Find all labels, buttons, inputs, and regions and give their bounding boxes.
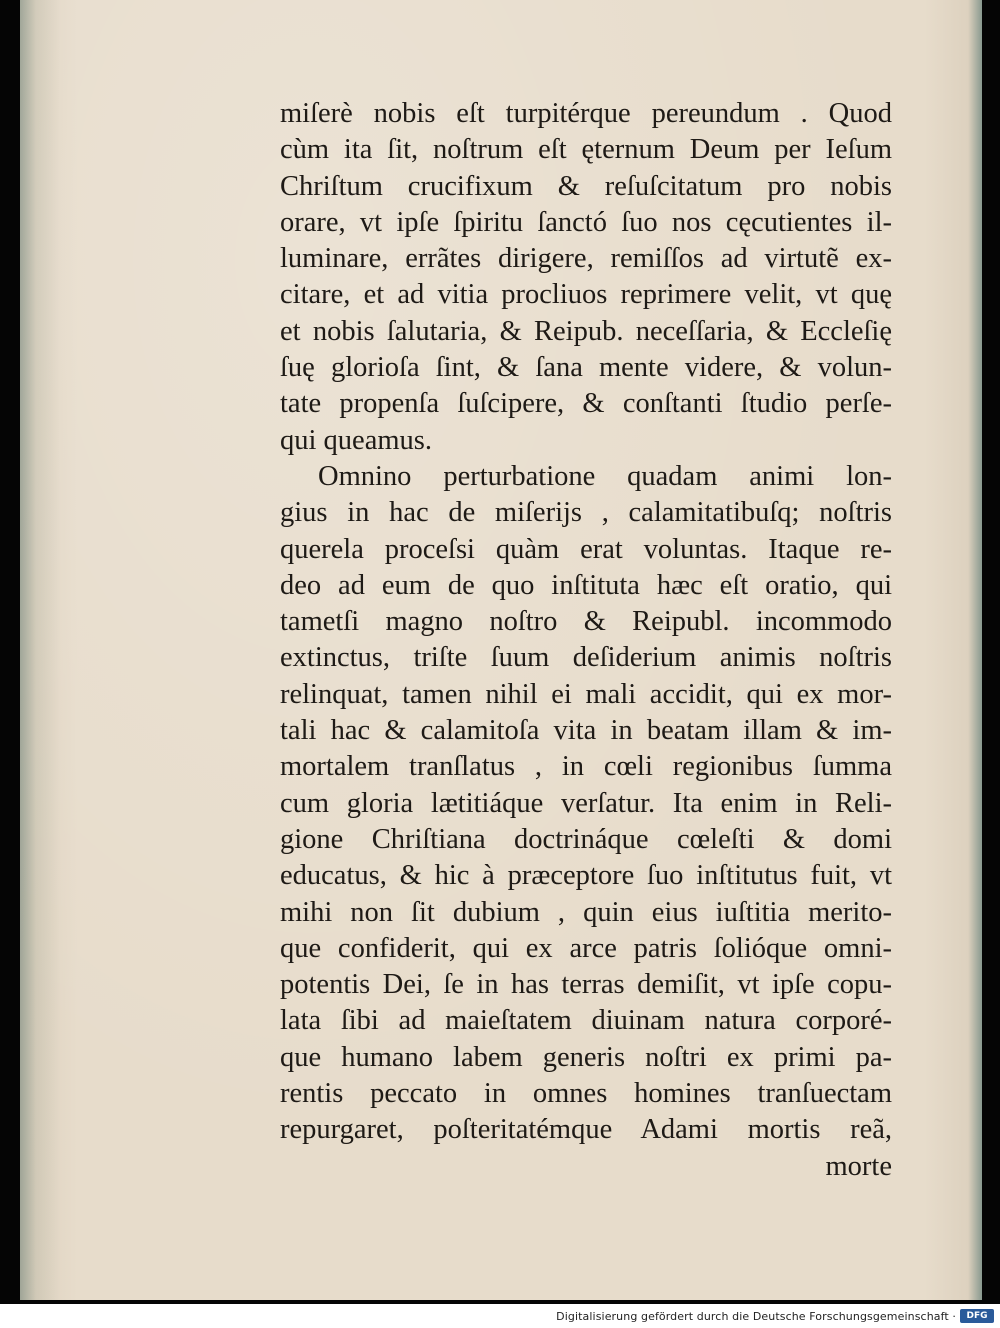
text-line: luminare, errãtes dirigere, remiſſos ad virtutẽ ex- — [280, 243, 892, 275]
text-line: que confiderit, qui ex arce patris ſolióque omni- — [280, 932, 892, 964]
text-line: Chriſtum crucifixum & reſuſcitatum pro nobis — [280, 170, 892, 202]
text-line: et nobis ſalutaria, & Reipub. neceſſaria, & Eccleſię — [280, 315, 892, 347]
text-line: miſerè nobis eſt turpitérque pereundum . Quod — [280, 98, 892, 129]
text-line: tali hac & calamitoſa vita in beatam illam & im- — [280, 715, 892, 747]
text-line: rentis peccato in omnes homines tranſuectam — [280, 1078, 892, 1110]
text-line: ſuę glorioſa ſint, & ſana mente videre, & volun- — [280, 352, 892, 384]
text-line: cum gloria lætitiáque verſatur. Ita enim in Reli- — [280, 787, 892, 819]
text-line: que humano labem generis noſtri ex primi pa- — [280, 1041, 892, 1073]
text-line: lata ſibi ad maieſtatem diuinam natura corporé- — [280, 1005, 892, 1037]
text-line: mortalem tranſlatus , in cœli regionibus ſumma — [280, 751, 892, 783]
text-line: orare, vt ipſe ſpiritu ſanctó ſuo nos cęcutientes il- — [280, 206, 892, 238]
text-line: potentis Dei, ſe in has terras demiſit, vt ipſe copu- — [280, 969, 892, 1001]
page-right-edge — [968, 0, 982, 1300]
text-line: mihi non ſit dubium , quin eius iuſtitia merito- — [280, 896, 892, 928]
text-line: citare, et ad vitia procliuos reprimere velit, vt quę — [280, 279, 892, 311]
text-line: querela proceſsi quàm erat voluntas. Itaque re- — [280, 533, 892, 565]
dfg-logo[interactable]: DFG — [960, 1309, 994, 1323]
text-line: deo ad eum de quo inſtituta hæc eſt oratio, qui — [280, 569, 892, 601]
text-line: gione Chriſtiana doctrináque cœleſti & domi — [280, 823, 892, 855]
catchword: morte — [825, 1150, 892, 1182]
text-line: gius in hac de miſerijs , calamitatibuſq; noſtris — [280, 497, 892, 529]
text-line: qui queamus. — [280, 424, 432, 456]
text-line: repurgaret, poſteritatémque Adami mortis reã, — [280, 1114, 892, 1146]
text-line: cùm ita ſit, noſtrum eſt ęternum Deum per Ieſum — [280, 134, 892, 166]
text-line: relinquat, tamen nihil ei mali accidit, qui ex mor- — [280, 678, 892, 710]
text-line: educatus, & hic à præceptore ſuo inſtitutus fuit, vt — [280, 860, 892, 892]
funding-credit: Digitalisierung gefördert durch die Deutsche Forschungsgemeinschaft · — [556, 1310, 956, 1323]
text-line: extinctus, triſte ſuum deſiderium animis noſtris — [280, 642, 892, 674]
paragraph-start-line: Omnino perturbatione quadam animi lon- — [318, 460, 892, 492]
text-line: tametſi magno noſtro & Reipubl. incommodo — [280, 606, 892, 638]
page-text — [280, 96, 892, 1185]
footer-bar — [0, 1304, 1000, 1328]
page-left-edge — [20, 0, 60, 1300]
text-line: tate propenſa ſuſcipere, & conſtanti ſtudio perſe- — [280, 388, 892, 420]
